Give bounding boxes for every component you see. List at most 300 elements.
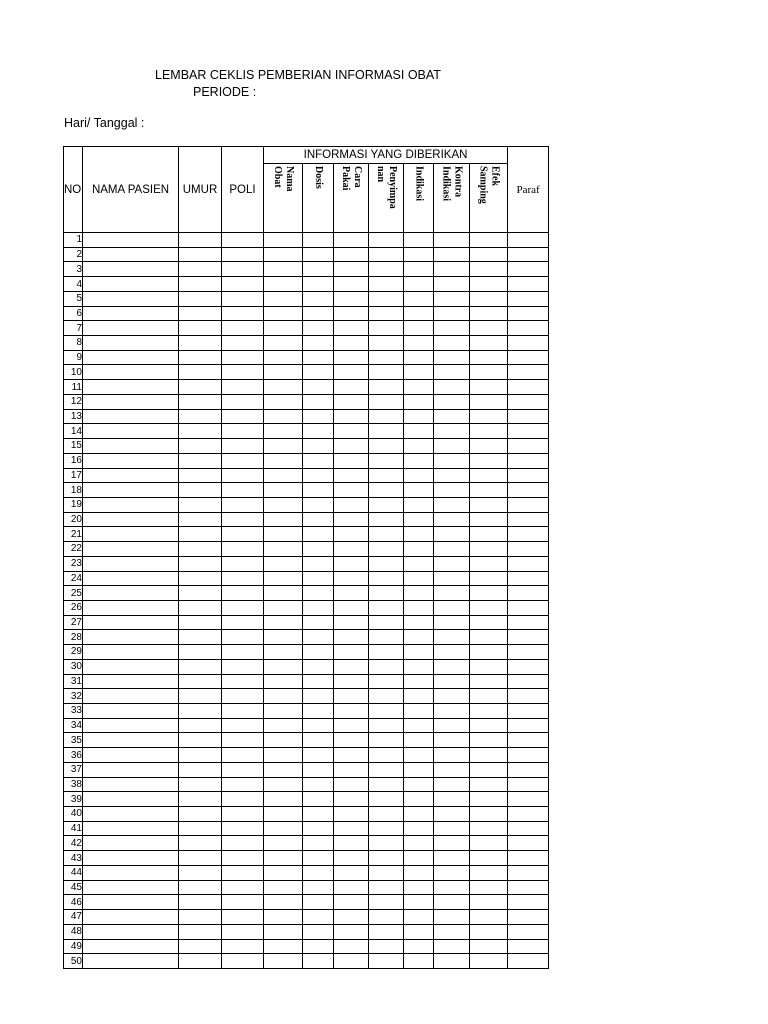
- empty-cell[interactable]: [508, 659, 549, 674]
- empty-cell[interactable]: [264, 291, 303, 306]
- empty-cell[interactable]: [179, 836, 222, 851]
- empty-cell[interactable]: [264, 424, 303, 439]
- empty-cell[interactable]: [470, 748, 508, 763]
- empty-cell[interactable]: [470, 468, 508, 483]
- empty-cell[interactable]: [434, 674, 470, 689]
- empty-cell[interactable]: [434, 704, 470, 719]
- empty-cell[interactable]: [404, 674, 434, 689]
- empty-cell[interactable]: [264, 748, 303, 763]
- empty-cell[interactable]: [334, 556, 369, 571]
- empty-cell[interactable]: [369, 556, 404, 571]
- empty-cell[interactable]: [334, 586, 369, 601]
- empty-cell[interactable]: [404, 807, 434, 822]
- empty-cell[interactable]: [264, 821, 303, 836]
- empty-cell[interactable]: [470, 895, 508, 910]
- empty-cell[interactable]: [470, 836, 508, 851]
- empty-cell[interactable]: [179, 645, 222, 660]
- empty-cell[interactable]: [404, 306, 434, 321]
- empty-cell[interactable]: [404, 291, 434, 306]
- empty-cell[interactable]: [303, 630, 334, 645]
- empty-cell[interactable]: [303, 321, 334, 336]
- empty-cell[interactable]: [434, 291, 470, 306]
- empty-cell[interactable]: [334, 247, 369, 262]
- empty-cell[interactable]: [83, 365, 179, 380]
- empty-cell[interactable]: [470, 851, 508, 866]
- empty-cell[interactable]: [434, 792, 470, 807]
- empty-cell[interactable]: [470, 542, 508, 557]
- empty-cell[interactable]: [369, 939, 404, 954]
- empty-cell[interactable]: [179, 497, 222, 512]
- empty-cell[interactable]: [83, 336, 179, 351]
- empty-cell[interactable]: [179, 365, 222, 380]
- empty-cell[interactable]: [334, 659, 369, 674]
- empty-cell[interactable]: [470, 733, 508, 748]
- empty-cell[interactable]: [264, 880, 303, 895]
- empty-cell[interactable]: [264, 483, 303, 498]
- empty-cell[interactable]: [434, 453, 470, 468]
- empty-cell[interactable]: [303, 807, 334, 822]
- empty-cell[interactable]: [508, 262, 549, 277]
- empty-cell[interactable]: [264, 924, 303, 939]
- empty-cell[interactable]: [222, 468, 264, 483]
- empty-cell[interactable]: [470, 439, 508, 454]
- empty-cell[interactable]: [334, 394, 369, 409]
- empty-cell[interactable]: [303, 527, 334, 542]
- empty-cell[interactable]: [83, 262, 179, 277]
- empty-cell[interactable]: [508, 365, 549, 380]
- empty-cell[interactable]: [404, 483, 434, 498]
- empty-cell[interactable]: [303, 792, 334, 807]
- empty-cell[interactable]: [470, 718, 508, 733]
- empty-cell[interactable]: [470, 512, 508, 527]
- empty-cell[interactable]: [264, 380, 303, 395]
- empty-cell[interactable]: [508, 409, 549, 424]
- empty-cell[interactable]: [264, 689, 303, 704]
- empty-cell[interactable]: [303, 895, 334, 910]
- empty-cell[interactable]: [264, 336, 303, 351]
- empty-cell[interactable]: [303, 954, 334, 969]
- empty-cell[interactable]: [222, 939, 264, 954]
- empty-cell[interactable]: [222, 527, 264, 542]
- empty-cell[interactable]: [369, 807, 404, 822]
- empty-cell[interactable]: [83, 865, 179, 880]
- empty-cell[interactable]: [508, 807, 549, 822]
- empty-cell[interactable]: [264, 939, 303, 954]
- empty-cell[interactable]: [369, 497, 404, 512]
- empty-cell[interactable]: [404, 424, 434, 439]
- empty-cell[interactable]: [179, 542, 222, 557]
- empty-cell[interactable]: [508, 527, 549, 542]
- empty-cell[interactable]: [369, 247, 404, 262]
- empty-cell[interactable]: [83, 483, 179, 498]
- empty-cell[interactable]: [369, 453, 404, 468]
- empty-cell[interactable]: [369, 895, 404, 910]
- empty-cell[interactable]: [470, 615, 508, 630]
- empty-cell[interactable]: [470, 291, 508, 306]
- empty-cell[interactable]: [404, 615, 434, 630]
- empty-cell[interactable]: [303, 571, 334, 586]
- empty-cell[interactable]: [303, 277, 334, 292]
- empty-cell[interactable]: [369, 483, 404, 498]
- empty-cell[interactable]: [83, 792, 179, 807]
- empty-cell[interactable]: [303, 409, 334, 424]
- empty-cell[interactable]: [334, 615, 369, 630]
- empty-cell[interactable]: [264, 807, 303, 822]
- empty-cell[interactable]: [303, 394, 334, 409]
- empty-cell[interactable]: [83, 939, 179, 954]
- empty-cell[interactable]: [404, 453, 434, 468]
- empty-cell[interactable]: [222, 483, 264, 498]
- empty-cell[interactable]: [303, 439, 334, 454]
- empty-cell[interactable]: [303, 880, 334, 895]
- empty-cell[interactable]: [434, 439, 470, 454]
- empty-cell[interactable]: [303, 586, 334, 601]
- empty-cell[interactable]: [179, 910, 222, 925]
- empty-cell[interactable]: [434, 748, 470, 763]
- empty-cell[interactable]: [404, 365, 434, 380]
- empty-cell[interactable]: [434, 556, 470, 571]
- empty-cell[interactable]: [434, 483, 470, 498]
- empty-cell[interactable]: [334, 733, 369, 748]
- empty-cell[interactable]: [83, 718, 179, 733]
- empty-cell[interactable]: [303, 674, 334, 689]
- empty-cell[interactable]: [264, 453, 303, 468]
- empty-cell[interactable]: [83, 453, 179, 468]
- empty-cell[interactable]: [264, 586, 303, 601]
- empty-cell[interactable]: [369, 571, 404, 586]
- empty-cell[interactable]: [434, 939, 470, 954]
- empty-cell[interactable]: [222, 365, 264, 380]
- empty-cell[interactable]: [508, 762, 549, 777]
- empty-cell[interactable]: [303, 718, 334, 733]
- empty-cell[interactable]: [434, 821, 470, 836]
- empty-cell[interactable]: [404, 777, 434, 792]
- empty-cell[interactable]: [179, 880, 222, 895]
- empty-cell[interactable]: [334, 424, 369, 439]
- empty-cell[interactable]: [334, 748, 369, 763]
- empty-cell[interactable]: [264, 512, 303, 527]
- empty-cell[interactable]: [264, 247, 303, 262]
- empty-cell[interactable]: [470, 821, 508, 836]
- empty-cell[interactable]: [369, 291, 404, 306]
- empty-cell[interactable]: [179, 336, 222, 351]
- empty-cell[interactable]: [264, 571, 303, 586]
- empty-cell[interactable]: [264, 777, 303, 792]
- empty-cell[interactable]: [303, 645, 334, 660]
- empty-cell[interactable]: [222, 630, 264, 645]
- empty-cell[interactable]: [179, 674, 222, 689]
- empty-cell[interactable]: [222, 645, 264, 660]
- empty-cell[interactable]: [222, 762, 264, 777]
- empty-cell[interactable]: [222, 674, 264, 689]
- empty-cell[interactable]: [303, 512, 334, 527]
- empty-cell[interactable]: [264, 704, 303, 719]
- empty-cell[interactable]: [404, 277, 434, 292]
- empty-cell[interactable]: [334, 718, 369, 733]
- empty-cell[interactable]: [404, 394, 434, 409]
- empty-cell[interactable]: [470, 247, 508, 262]
- empty-cell[interactable]: [179, 586, 222, 601]
- empty-cell[interactable]: [222, 380, 264, 395]
- empty-cell[interactable]: [83, 954, 179, 969]
- empty-cell[interactable]: [179, 512, 222, 527]
- empty-cell[interactable]: [179, 748, 222, 763]
- empty-cell[interactable]: [470, 939, 508, 954]
- empty-cell[interactable]: [404, 542, 434, 557]
- empty-cell[interactable]: [470, 865, 508, 880]
- empty-cell[interactable]: [83, 277, 179, 292]
- empty-cell[interactable]: [264, 718, 303, 733]
- empty-cell[interactable]: [369, 424, 404, 439]
- empty-cell[interactable]: [470, 262, 508, 277]
- empty-cell[interactable]: [508, 483, 549, 498]
- empty-cell[interactable]: [83, 380, 179, 395]
- empty-cell[interactable]: [83, 924, 179, 939]
- empty-cell[interactable]: [222, 512, 264, 527]
- empty-cell[interactable]: [369, 615, 404, 630]
- empty-cell[interactable]: [508, 910, 549, 925]
- empty-cell[interactable]: [303, 497, 334, 512]
- empty-cell[interactable]: [434, 468, 470, 483]
- empty-cell[interactable]: [470, 453, 508, 468]
- empty-cell[interactable]: [83, 321, 179, 336]
- empty-cell[interactable]: [334, 689, 369, 704]
- empty-cell[interactable]: [434, 365, 470, 380]
- empty-cell[interactable]: [222, 291, 264, 306]
- empty-cell[interactable]: [83, 880, 179, 895]
- empty-cell[interactable]: [334, 453, 369, 468]
- empty-cell[interactable]: [303, 910, 334, 925]
- empty-cell[interactable]: [334, 321, 369, 336]
- empty-cell[interactable]: [334, 306, 369, 321]
- empty-cell[interactable]: [434, 306, 470, 321]
- empty-cell[interactable]: [334, 277, 369, 292]
- empty-cell[interactable]: [404, 704, 434, 719]
- empty-cell[interactable]: [179, 527, 222, 542]
- empty-cell[interactable]: [222, 895, 264, 910]
- empty-cell[interactable]: [264, 836, 303, 851]
- empty-cell[interactable]: [179, 659, 222, 674]
- empty-cell[interactable]: [369, 748, 404, 763]
- empty-cell[interactable]: [303, 468, 334, 483]
- empty-cell[interactable]: [222, 571, 264, 586]
- empty-cell[interactable]: [264, 394, 303, 409]
- empty-cell[interactable]: [222, 409, 264, 424]
- empty-cell[interactable]: [179, 483, 222, 498]
- empty-cell[interactable]: [369, 409, 404, 424]
- empty-cell[interactable]: [470, 586, 508, 601]
- empty-cell[interactable]: [470, 910, 508, 925]
- empty-cell[interactable]: [179, 571, 222, 586]
- empty-cell[interactable]: [470, 630, 508, 645]
- empty-cell[interactable]: [434, 542, 470, 557]
- empty-cell[interactable]: [83, 350, 179, 365]
- empty-cell[interactable]: [83, 645, 179, 660]
- empty-cell[interactable]: [264, 365, 303, 380]
- empty-cell[interactable]: [83, 542, 179, 557]
- empty-cell[interactable]: [334, 542, 369, 557]
- empty-cell[interactable]: [303, 659, 334, 674]
- empty-cell[interactable]: [334, 924, 369, 939]
- empty-cell[interactable]: [334, 439, 369, 454]
- empty-cell[interactable]: [470, 321, 508, 336]
- empty-cell[interactable]: [404, 748, 434, 763]
- empty-cell[interactable]: [369, 439, 404, 454]
- empty-cell[interactable]: [264, 468, 303, 483]
- empty-cell[interactable]: [303, 924, 334, 939]
- empty-cell[interactable]: [508, 512, 549, 527]
- empty-cell[interactable]: [83, 704, 179, 719]
- empty-cell[interactable]: [334, 851, 369, 866]
- empty-cell[interactable]: [83, 836, 179, 851]
- empty-cell[interactable]: [179, 262, 222, 277]
- empty-cell[interactable]: [179, 394, 222, 409]
- empty-cell[interactable]: [508, 586, 549, 601]
- empty-cell[interactable]: [222, 233, 264, 248]
- empty-cell[interactable]: [264, 954, 303, 969]
- empty-cell[interactable]: [369, 954, 404, 969]
- empty-cell[interactable]: [222, 924, 264, 939]
- empty-cell[interactable]: [404, 895, 434, 910]
- empty-cell[interactable]: [303, 453, 334, 468]
- empty-cell[interactable]: [470, 954, 508, 969]
- empty-cell[interactable]: [369, 910, 404, 925]
- empty-cell[interactable]: [222, 659, 264, 674]
- empty-cell[interactable]: [83, 247, 179, 262]
- empty-cell[interactable]: [369, 542, 404, 557]
- empty-cell[interactable]: [508, 468, 549, 483]
- empty-cell[interactable]: [369, 762, 404, 777]
- empty-cell[interactable]: [508, 704, 549, 719]
- empty-cell[interactable]: [434, 718, 470, 733]
- empty-cell[interactable]: [508, 247, 549, 262]
- empty-cell[interactable]: [334, 895, 369, 910]
- empty-cell[interactable]: [508, 277, 549, 292]
- empty-cell[interactable]: [508, 615, 549, 630]
- empty-cell[interactable]: [434, 497, 470, 512]
- empty-cell[interactable]: [334, 645, 369, 660]
- empty-cell[interactable]: [434, 865, 470, 880]
- empty-cell[interactable]: [434, 762, 470, 777]
- empty-cell[interactable]: [434, 954, 470, 969]
- empty-cell[interactable]: [404, 733, 434, 748]
- empty-cell[interactable]: [303, 704, 334, 719]
- empty-cell[interactable]: [179, 821, 222, 836]
- empty-cell[interactable]: [470, 497, 508, 512]
- empty-cell[interactable]: [264, 895, 303, 910]
- empty-cell[interactable]: [508, 350, 549, 365]
- empty-cell[interactable]: [434, 586, 470, 601]
- empty-cell[interactable]: [179, 851, 222, 866]
- empty-cell[interactable]: [264, 409, 303, 424]
- empty-cell[interactable]: [303, 350, 334, 365]
- empty-cell[interactable]: [369, 733, 404, 748]
- empty-cell[interactable]: [83, 291, 179, 306]
- empty-cell[interactable]: [179, 556, 222, 571]
- empty-cell[interactable]: [404, 512, 434, 527]
- empty-cell[interactable]: [303, 424, 334, 439]
- empty-cell[interactable]: [303, 939, 334, 954]
- empty-cell[interactable]: [334, 821, 369, 836]
- empty-cell[interactable]: [334, 807, 369, 822]
- empty-cell[interactable]: [434, 807, 470, 822]
- empty-cell[interactable]: [404, 865, 434, 880]
- empty-cell[interactable]: [222, 424, 264, 439]
- empty-cell[interactable]: [222, 262, 264, 277]
- empty-cell[interactable]: [434, 895, 470, 910]
- empty-cell[interactable]: [404, 247, 434, 262]
- empty-cell[interactable]: [404, 571, 434, 586]
- empty-cell[interactable]: [83, 409, 179, 424]
- empty-cell[interactable]: [404, 321, 434, 336]
- empty-cell[interactable]: [470, 689, 508, 704]
- empty-cell[interactable]: [404, 851, 434, 866]
- empty-cell[interactable]: [334, 704, 369, 719]
- empty-cell[interactable]: [264, 497, 303, 512]
- empty-cell[interactable]: [222, 807, 264, 822]
- empty-cell[interactable]: [369, 704, 404, 719]
- empty-cell[interactable]: [404, 910, 434, 925]
- empty-cell[interactable]: [369, 836, 404, 851]
- empty-cell[interactable]: [369, 468, 404, 483]
- empty-cell[interactable]: [369, 512, 404, 527]
- empty-cell[interactable]: [222, 586, 264, 601]
- empty-cell[interactable]: [222, 851, 264, 866]
- empty-cell[interactable]: [303, 615, 334, 630]
- empty-cell[interactable]: [264, 659, 303, 674]
- empty-cell[interactable]: [508, 748, 549, 763]
- empty-cell[interactable]: [179, 777, 222, 792]
- empty-cell[interactable]: [508, 718, 549, 733]
- empty-cell[interactable]: [369, 394, 404, 409]
- empty-cell[interactable]: [508, 380, 549, 395]
- empty-cell[interactable]: [434, 851, 470, 866]
- empty-cell[interactable]: [222, 865, 264, 880]
- empty-cell[interactable]: [83, 748, 179, 763]
- empty-cell[interactable]: [470, 424, 508, 439]
- empty-cell[interactable]: [179, 718, 222, 733]
- empty-cell[interactable]: [264, 910, 303, 925]
- empty-cell[interactable]: [83, 556, 179, 571]
- empty-cell[interactable]: [334, 674, 369, 689]
- empty-cell[interactable]: [404, 880, 434, 895]
- empty-cell[interactable]: [303, 542, 334, 557]
- empty-cell[interactable]: [369, 262, 404, 277]
- empty-cell[interactable]: [179, 321, 222, 336]
- empty-cell[interactable]: [508, 336, 549, 351]
- empty-cell[interactable]: [434, 571, 470, 586]
- empty-cell[interactable]: [334, 409, 369, 424]
- empty-cell[interactable]: [434, 659, 470, 674]
- empty-cell[interactable]: [264, 262, 303, 277]
- empty-cell[interactable]: [179, 409, 222, 424]
- empty-cell[interactable]: [83, 807, 179, 822]
- empty-cell[interactable]: [264, 233, 303, 248]
- empty-cell[interactable]: [179, 733, 222, 748]
- empty-cell[interactable]: [83, 615, 179, 630]
- empty-cell[interactable]: [303, 365, 334, 380]
- empty-cell[interactable]: [404, 924, 434, 939]
- empty-cell[interactable]: [434, 910, 470, 925]
- empty-cell[interactable]: [303, 380, 334, 395]
- empty-cell[interactable]: [434, 350, 470, 365]
- empty-cell[interactable]: [470, 409, 508, 424]
- empty-cell[interactable]: [508, 556, 549, 571]
- empty-cell[interactable]: [369, 865, 404, 880]
- empty-cell[interactable]: [334, 762, 369, 777]
- empty-cell[interactable]: [508, 821, 549, 836]
- empty-cell[interactable]: [470, 556, 508, 571]
